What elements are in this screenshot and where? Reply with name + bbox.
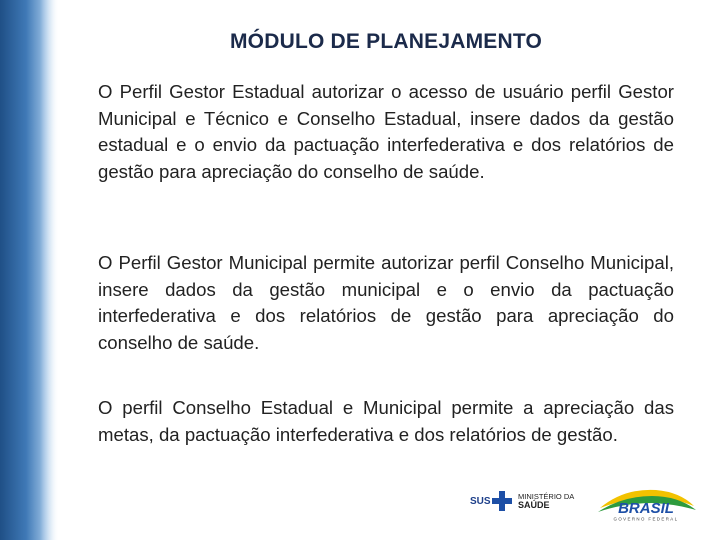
health-cross-icon — [492, 491, 512, 511]
brasil-wordmark: BRASIL — [618, 500, 674, 517]
brasil-logo — [594, 486, 698, 522]
ministerio-line2: SAÚDE — [518, 500, 550, 510]
ministerio-logo — [518, 492, 574, 510]
paragraph-gestor-estadual: O Perfil Gestor Estadual autorizar o acesso de usuário perfil Gestor Municipal e Técnico e Conselho Estadual, insere dados da gestão estadual e o envio da pactuação interfederativa e dos relatórios de gestão para apreciação do conselho de saúde. — [98, 81, 674, 182]
paragraph-conselho: O perfil Conselho Estadual e Municipal permite a apreciação das metas, da pactuação interfederativa e dos relatórios de gestão. — [98, 397, 674, 445]
ministerio-line1: MINISTÉRIO DA — [518, 492, 575, 501]
side-bar-highlight — [40, 0, 58, 540]
sus-logo-text: SUS — [470, 496, 491, 507]
governo-federal-text: GOVERNO FEDERAL — [613, 516, 679, 522]
paragraph-gestor-municipal: O Perfil Gestor Municipal permite autorizar perfil Conselho Municipal, insere dados da gestão municipal e o envio da pactuação interfederativa e dos relatórios de gestão para apreciação do conselho de saúde. — [98, 252, 674, 353]
slide-title: MÓDULO DE PLANEJAMENTO — [229, 30, 543, 53]
footer-logos — [470, 486, 700, 526]
decorative-side-bar — [0, 0, 58, 540]
